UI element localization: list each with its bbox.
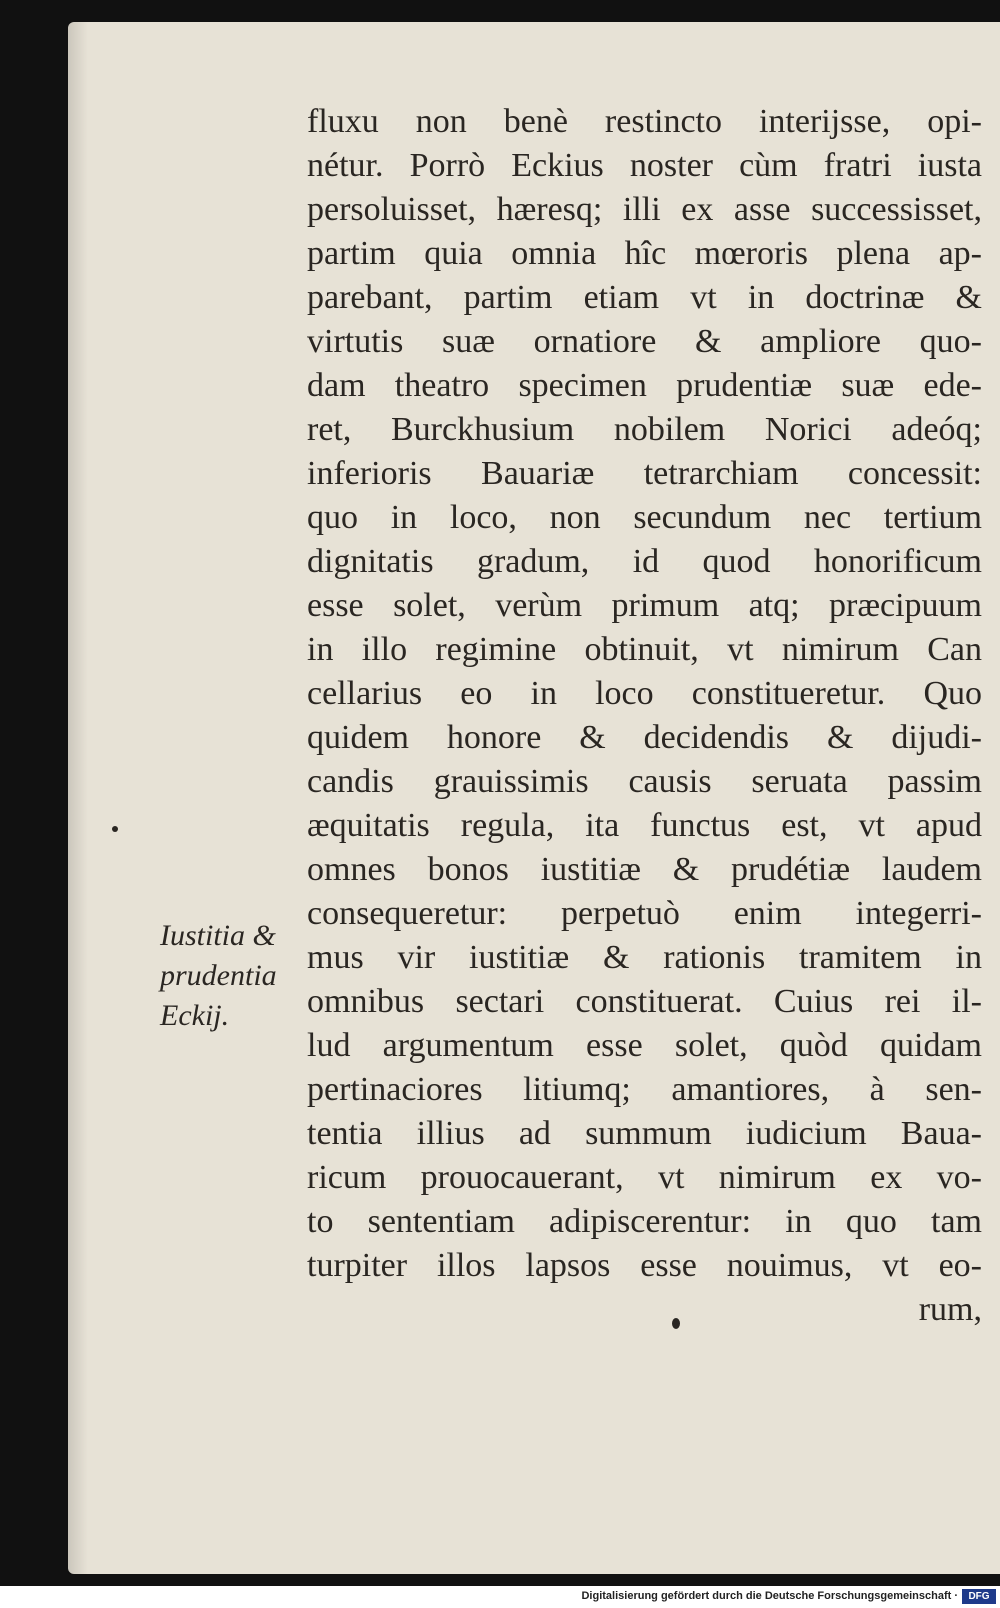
text-line: virtutis suæ ornatiore & ampliore quo- — [307, 323, 982, 360]
text-line: æquitatis regula, ita functus est, vt apud — [307, 807, 982, 844]
text-line: nétur. Porrò Eckius noster cùm fratri iusta — [307, 147, 982, 184]
digitization-credit: Digitalisierung gefördert durch die Deutsche Forschungsgemeinschaft · — [581, 1590, 958, 1602]
dfg-logo: DFG — [962, 1589, 996, 1604]
text-line: mus vir iustitiæ & rationis tramitem in — [307, 939, 982, 976]
ink-speck — [672, 1318, 680, 1329]
text-line: persoluisset, hæresq; illi ex asse successisset, — [307, 191, 982, 228]
text-line: candis grauissimis causis seruata passim — [307, 763, 982, 800]
text-line: quo in loco, non secundum nec tertium — [307, 499, 982, 536]
marginal-note — [160, 916, 310, 1036]
body-text — [307, 100, 982, 1332]
text-line: to sententiam adipiscerentur: in quo tam — [307, 1203, 982, 1240]
text-line: cellarius eo in loco constitueretur. Quo — [307, 675, 982, 712]
text-line: fluxu non benè restincto interijsse, opi- — [307, 103, 982, 140]
text-line: quidem honore & decidendis & dijudi- — [307, 719, 982, 756]
text-line: lud argumentum esse solet, quòd quidam — [307, 1027, 982, 1064]
text-line: tentia illius ad summum iudicium Baua- — [307, 1115, 982, 1152]
marginal-note-line: Eckij. — [160, 999, 230, 1032]
text-line: consequeretur: perpetuò enim integerri- — [307, 895, 982, 932]
text-line: esse solet, verùm primum atq; præcipuum — [307, 587, 982, 624]
text-line: turpiter illos lapsos esse nouimus, vt eo- — [307, 1247, 982, 1284]
text-line: dignitatis gradum, id quod honorificum — [307, 543, 982, 580]
ink-speck — [112, 826, 118, 832]
text-line: in illo regimine obtinuit, vt nimirum Can — [307, 631, 982, 668]
text-line: partim quia omnia hîc mœroris plena ap- — [307, 235, 982, 272]
catchword: rum, — [918, 1291, 982, 1328]
text-line: omnibus sectari constituerat. Cuius rei il- — [307, 983, 982, 1020]
marginal-note-line: Iustitia & — [160, 919, 276, 952]
marginal-note-line: prudentia — [160, 959, 277, 992]
text-line: parebant, partim etiam vt in doctrinæ & — [307, 279, 982, 316]
text-line: inferioris Bauariæ tetrarchiam concessit: — [307, 455, 982, 492]
text-line: dam theatro specimen prudentiæ suæ ede- — [307, 367, 982, 404]
text-line: ricum prouocauerant, vt nimirum ex vo- — [307, 1159, 982, 1196]
page-gutter-shadow — [68, 22, 88, 1574]
text-line: ret, Burckhusium nobilem Norici adeóq; — [307, 411, 982, 448]
text-line: omnes bonos iustitiæ & prudétiæ laudem — [307, 851, 982, 888]
text-line: pertinaciores litiumq; amantiores, à sen- — [307, 1071, 982, 1108]
